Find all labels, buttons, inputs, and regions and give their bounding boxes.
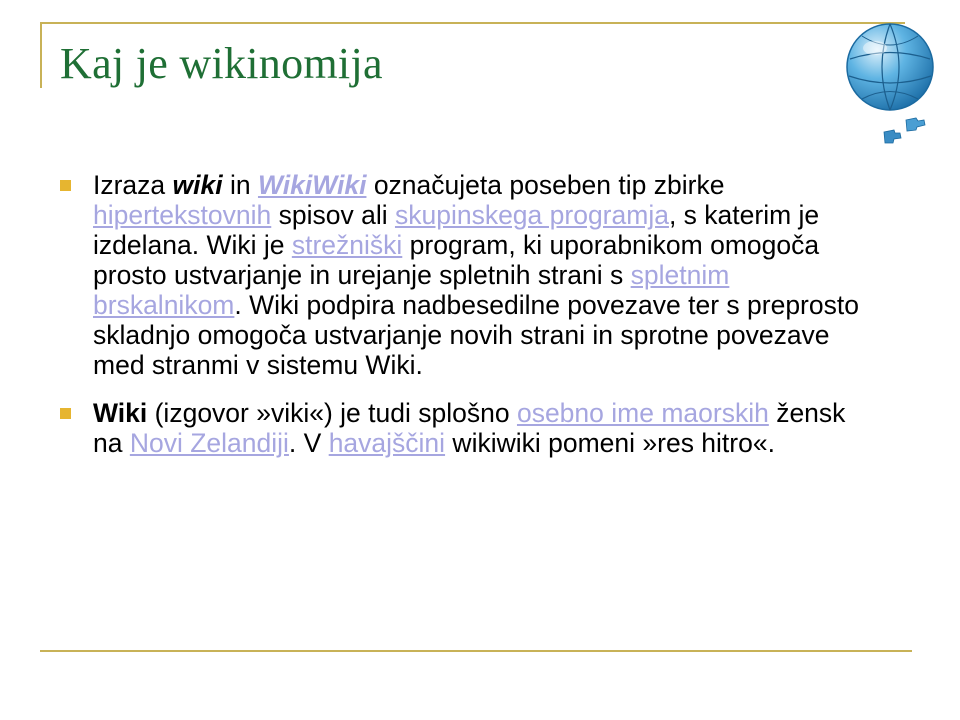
text: spisov ali — [271, 200, 395, 230]
text: žensk na — [93, 398, 846, 458]
text: . Wiki podpira nadbesedilne povezave ter s preprosto skladnjo omogoča ustvarjanje novih strani in sprotne povezave med stranmi v sistemu Wiki. — [93, 290, 859, 380]
bottom-rule — [40, 650, 912, 652]
text: označujeta poseben tip zbirke — [366, 170, 725, 200]
link-osebno-ime-maorskih[interactable]: osebno ime maorskih — [516, 398, 769, 428]
text: . V — [288, 428, 329, 458]
top-rule — [40, 22, 905, 24]
bullet-square-icon — [60, 180, 71, 191]
text: in — [222, 170, 258, 200]
link-spletnim-brskalnikom[interactable]: spletnim brskalnikom — [93, 260, 730, 320]
link-strezniski[interactable]: strežniški — [291, 230, 403, 260]
list-item — [60, 398, 860, 458]
link-hipertekstovnih[interactable]: hipertekstovnih — [93, 200, 272, 230]
bullet-square-icon — [60, 408, 71, 419]
left-rule — [40, 22, 42, 88]
bullet-list — [60, 170, 860, 476]
link-havajscini[interactable]: havajščini — [328, 428, 446, 458]
link-skupinskega-programja[interactable]: skupinskega programja — [394, 200, 669, 230]
term-wiki-bold: Wiki — [93, 398, 148, 428]
list-item — [60, 170, 860, 380]
text: (izgovor »viki«) je tudi splošno — [147, 398, 517, 428]
text: Izraza — [93, 170, 173, 200]
link-novi-zelandiji[interactable]: Novi Zelandiji — [129, 428, 289, 458]
text: program, ki uporabnikom omogoča prosto ustvarjanje in urejanje spletnih strani s — [93, 230, 820, 290]
link-wikiwiki[interactable]: WikiWiki — [257, 170, 367, 200]
slide-title: Kaj je wikinomija — [60, 39, 383, 88]
puzzle-globe-icon — [840, 14, 940, 154]
term-wiki: wiki — [172, 170, 223, 200]
text: wikiwiki pomeni »res hitro«. — [445, 428, 775, 458]
text: , s katerim je izdelana. Wiki je — [93, 200, 820, 260]
